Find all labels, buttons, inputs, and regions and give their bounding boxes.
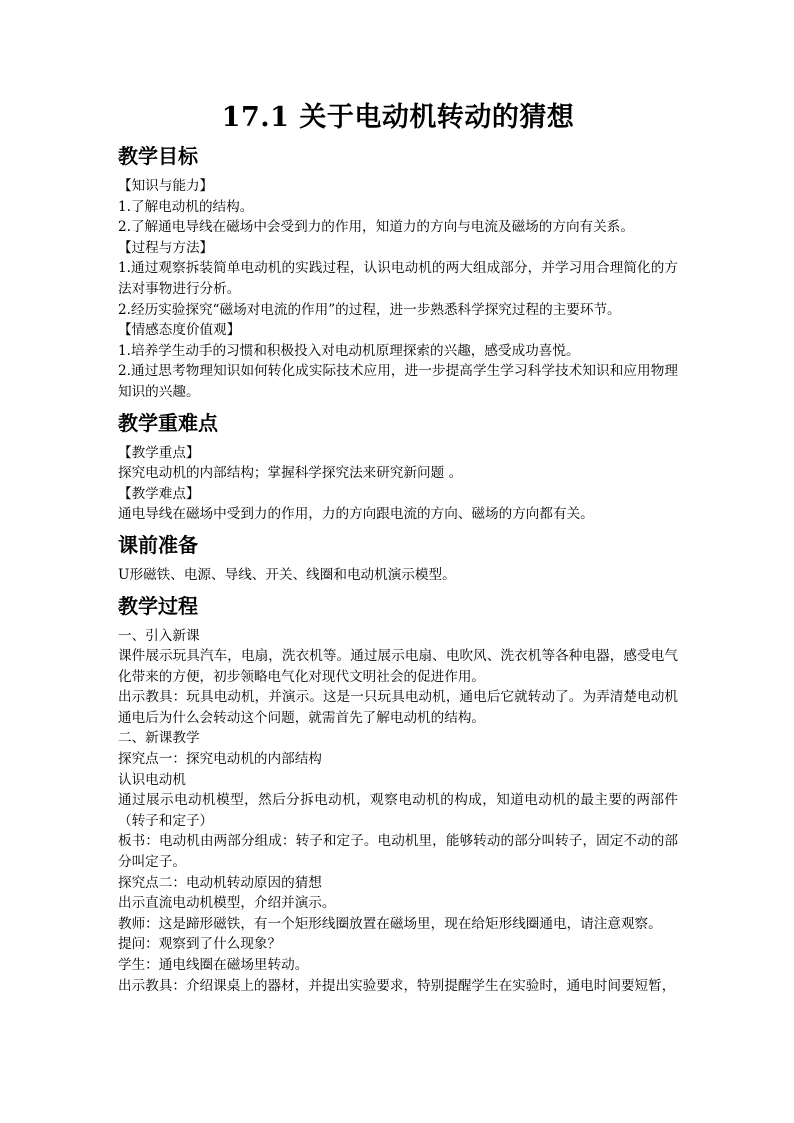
paragraph: 教师：这是蹄形磁铁，有一个矩形线圈放置在磁场里，现在给矩形线圈通电，请注意观察。 (118, 915, 662, 932)
section-heading-objectives: 教学目标 (118, 144, 198, 168)
subheading-attitude: 【情感态度价值观】 (118, 322, 241, 339)
paragraph: 2.了解通电导线在磁场中会受到力的作用，知道力的方向与电流及磁场的方向有关系。 (118, 219, 634, 236)
subheading-knowledge: 【知识与能力】 (118, 178, 214, 194)
paragraph: 出示直流电动机模型，介绍并演示。 (118, 895, 336, 912)
subheading-process: 【过程与方法】 (118, 239, 214, 256)
paragraph: 出示教具：玩具电动机，并演示。这是一只玩具电动机，通电后它就转动了。为弄清楚电动机通电后为什么会转动这个问题，就需首先了解电动机的结构。 (118, 689, 678, 726)
paragraph: 认识电动机 (118, 771, 186, 788)
paragraph: 提问：观察到了什么现象？ (118, 936, 282, 953)
paragraph: 出示教具：介绍课桌上的器材，并提出实验要求，特别提醒学生在实验时，通电时间要短暂， (118, 977, 676, 994)
document-content (118, 100, 678, 996)
page-title: 17.1 关于电动机转动的猜想 (221, 102, 575, 133)
paragraph: 1.了解电动机的结构。 (118, 198, 254, 215)
paragraph: 二、新课教学 (118, 730, 200, 747)
paragraph: 通过展示电动机模型，然后分拆电动机，观察电动机的构成，知道电动机的最主要的两部件（转子和定子） (118, 792, 678, 829)
paragraph: 探究电动机的内部结构；掌握科学探究法来研究新问题 。 (118, 465, 463, 482)
paragraph: 2.通过思考物理知识如何转化成实际技术应用，进一步提高学生学习科学技术知识和应用物理知识的兴趣。 (118, 363, 678, 400)
paragraph: 学生：通电线圈在磁场里转动。 (118, 957, 309, 973)
paragraph: 一、引入新课 (118, 627, 200, 644)
section-heading-key-points: 教学重难点 (118, 410, 218, 435)
subheading-key: 【教学重点】 (118, 444, 200, 461)
section-heading-preparation: 课前准备 (118, 532, 198, 557)
paragraph: 探究点二：电动机转动原因的猜想 (118, 874, 322, 891)
paragraph: 2.经历实验探究“磁场对电流的作用”的过程，进一步熟悉科学探究过程的主要环节。 (118, 301, 621, 318)
paragraph: 板书：电动机由两部分组成：转子和定子。电动机里，能够转动的部分叫转子，固定不动的部分叫定子。 (118, 833, 678, 871)
paragraph: 通电导线在磁场中受到力的作用，力的方向跟电流的方向、磁场的方向都有关。 (118, 506, 594, 523)
paragraph: 探究点一：探究电动机的内部结构 (118, 751, 322, 768)
paragraph: U形磁铁、电源、导线、开关、线圈和电动机演示模型。 (118, 566, 456, 583)
section-heading-process: 教学过程 (118, 593, 198, 618)
paragraph: 1.通过观察拆装简单电动机的实践过程，认识电动机的两大组成部分，并学习用合理简化的方法对事物进行分析。 (118, 260, 678, 297)
subheading-difficulty: 【教学难点】 (118, 485, 200, 502)
paragraph: 课件展示玩具汽车，电扇，洗衣机等。通过展示电扇、电吹风、洗衣机等各种电器，感受电气化带来的方便，初步领略电气化对现代文明社会的促进作用。 (118, 648, 678, 685)
paragraph: 1.培养学生动手的习惯和积极投入对电动机原理探索的兴趣，感受成功喜悦。 (118, 342, 580, 359)
